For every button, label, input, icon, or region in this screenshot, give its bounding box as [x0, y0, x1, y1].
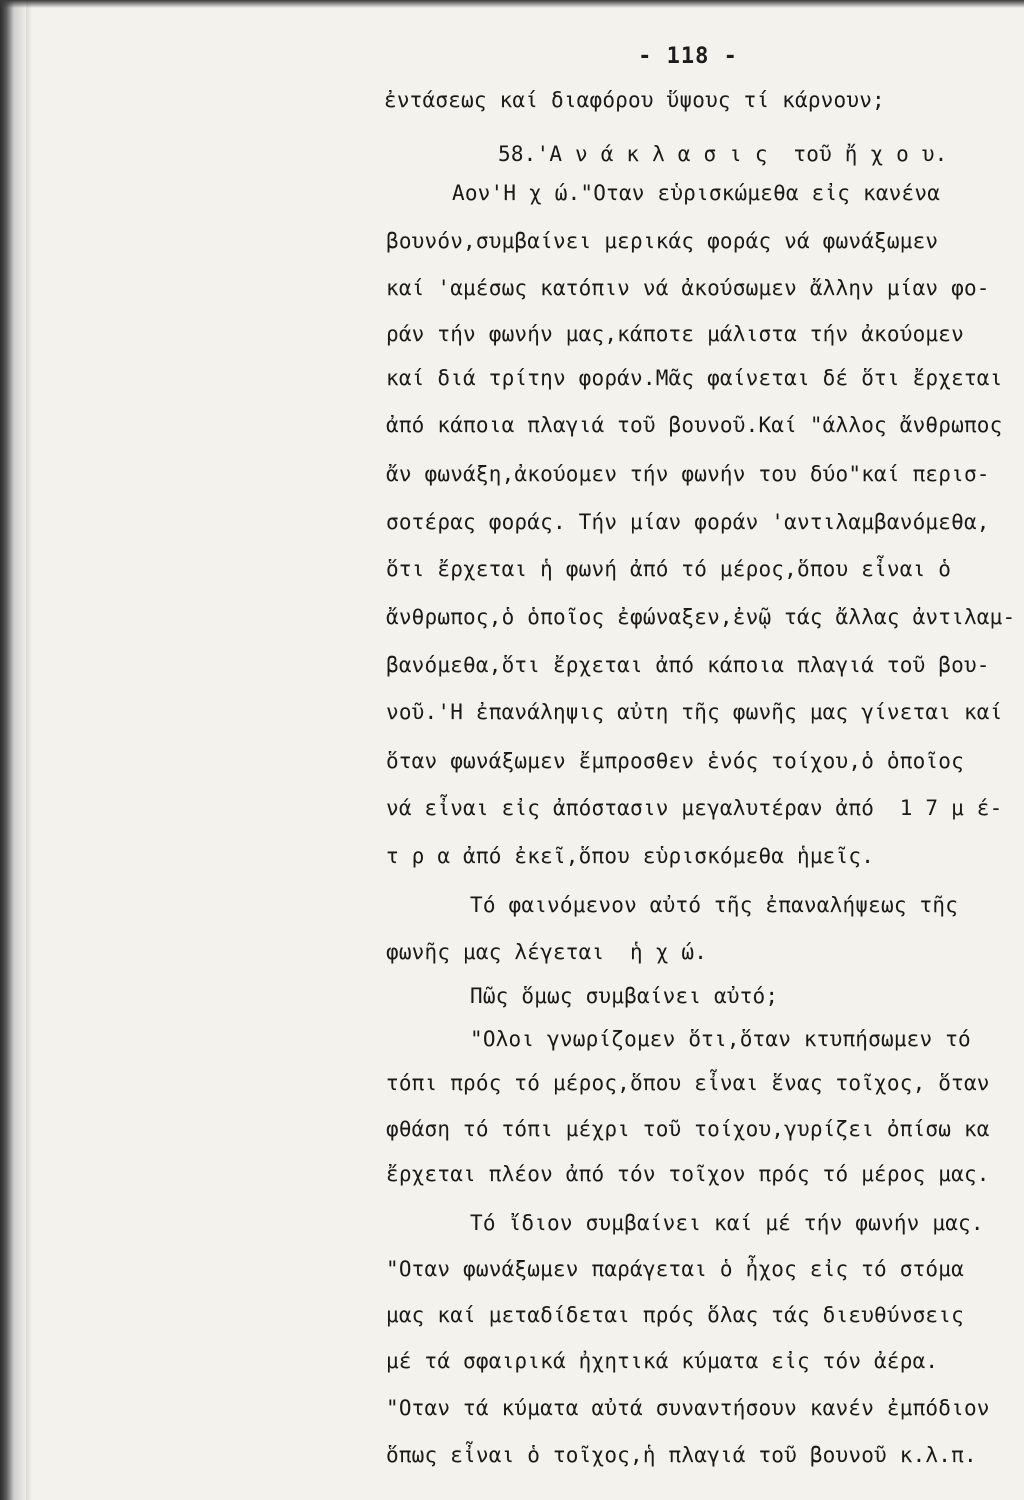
page-binding-edge	[0, 0, 26, 1500]
binding-shadow	[26, 0, 32, 1500]
text-line: Τό φαινόμενον αὐτό τῆς ἐπαναλήψεως τῆς	[470, 893, 959, 917]
text-line: ράν τήν φωνήν μας,κάποτε μάλιστα τήν ἀκούομεν	[386, 322, 964, 346]
text-line: καί διά τρίτην φοράν.Μᾶς φαίνεται δέ ὅτι ἔρχεται	[386, 366, 1003, 390]
scan-top-edge	[0, 0, 1024, 8]
text-line: φθάση τό τόπι μέχρι τοῦ τοίχου,γυρίζει ὀπίσω κα	[386, 1117, 990, 1141]
text-line: μας καί μεταδίδεται πρός ὅλας τάς διευθύνσεις	[386, 1303, 964, 1327]
text-line: ἔρχεται πλέον ἀπό τόν τοῖχον πρός τό μέρος μας.	[386, 1162, 990, 1186]
text-line: ὅτι ἔρχεται ἡ φωνή ἀπό τό μέρος,ὅπου εἶναι ὁ	[386, 557, 952, 581]
text-line: ἐντάσεως καί διαφόρου ὕψους τί κάρνουν;	[384, 88, 885, 112]
text-line: ὅπως εἶναι ὁ τοῖχος,ἡ πλαγιά τοῦ βουνοῦ κ.λ.π.	[386, 1443, 977, 1467]
text-line: βανόμεθα,ὅτι ἔρχεται ἀπό κάποια πλαγιά τοῦ βου-	[386, 653, 990, 677]
text-line: "Οταν τά κύματα αὐτά συναντήσουν κανέν ἐμπόδιον	[386, 1396, 990, 1420]
text-line: νά εἶναι εἰς ἀπόστασιν μεγαλυτέραν ἀπό 1 7 μ έ-	[386, 796, 1003, 820]
text-line: Πῶς ὅμως συμβαίνει αὐτό;	[470, 984, 779, 1008]
text-line: Αον'Η χ ώ."Οταν εὑρισκώμεθα εἰς κανένα	[452, 181, 941, 205]
text-line: ὅταν φωνάξωμεν ἔμπροσθεν ἑνός τοίχου,ὁ ὁποῖος	[386, 749, 964, 773]
text-line: "Οταν φωνάξωμεν παράγεται ὁ ἦχος εἰς τό στόμα	[386, 1257, 964, 1281]
text-line: ἄν φωνάξη,ἀκούομεν τήν φωνήν του δύο"καί περισ-	[386, 462, 990, 486]
text-line: Τό ἴδιον συμβαίνει καί μέ τήν φωνήν μας.	[470, 1211, 984, 1235]
text-line: βουνόν,συμβαίνει μερικάς φοράς νά φωνάξωμεν	[386, 229, 939, 253]
page-number: - 118 -	[638, 44, 738, 69]
text-line: φωνῆς μας λέγεται ἡ χ ώ.	[386, 940, 708, 964]
text-line: νοῦ.'Η ἐπανάληψις αὐτη τῆς φωνῆς μας γίνεται καί	[386, 700, 1003, 724]
text-line: ἄνθρωπος,ὁ ὁποῖος ἐφώναξεν,ἐνῷ τάς ἄλλας ἀντιλαμ-	[386, 605, 1016, 629]
text-line: τ ρ α ἀπό ἐκεῖ,ὅπου εὑρισκόμεθα ἡμεῖς.	[386, 844, 875, 868]
section-heading: 58.'Α ν ά κ λ α σ ι ς τοῦ ἤ χ ο υ.	[498, 142, 948, 166]
text-line: τόπι πρός τό μέρος,ὅπου εἶναι ἕνας τοῖχος, ὅταν	[386, 1071, 990, 1095]
text-line: καί 'αμέσως κατόπιν νά ἀκούσωμεν ἄλλην μίαν φο-	[386, 276, 990, 300]
text-line: "Ολοι γνωρίζομεν ὅτι,ὅταν κτυπήσωμεν τό	[470, 1027, 971, 1051]
text-line: σοτέρας φοράς. Τήν μίαν φοράν 'αντιλαμβανόμεθα,	[386, 510, 990, 534]
text-line: ἀπό κάποια πλαγιά τοῦ βουνοῦ.Καί "άλλος ἄνθρωπος	[386, 413, 1003, 437]
text-line: μέ τά σφαιρικά ἠχητικά κύματα εἰς τόν ἀέρα.	[386, 1349, 939, 1373]
